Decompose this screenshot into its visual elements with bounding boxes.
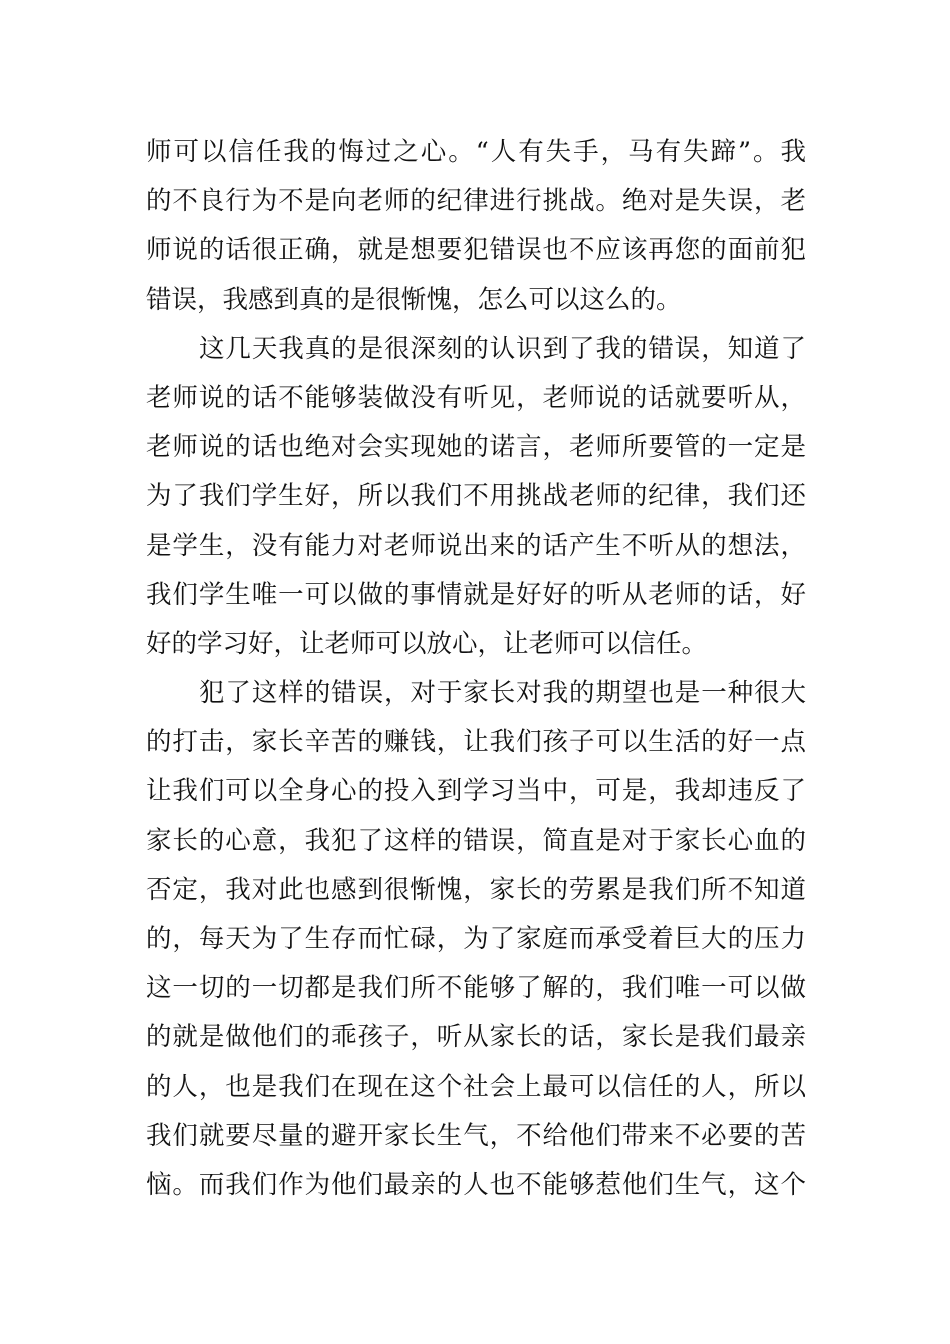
text-line: 是学生，没有能力对老师说出来的话产生不听从的想法， [146, 530, 806, 561]
text-line: 师可以信任我的悔过之心。“人有失手，马有失蹄”。我 [146, 137, 806, 167]
text-line: 让我们可以全身心的投入到学习当中，可是，我却违反了 [146, 776, 806, 807]
body-text [146, 128, 806, 1210]
text-line: 的就是做他们的乖孩子，听从家长的话，家长是我们最亲 [146, 1022, 806, 1053]
text-line: 老师说的话也绝对会实现她的诺言，老师所要管的一定是 [146, 432, 806, 463]
text-line: 的人，也是我们在现在这个社会上最可以信任的人，所以 [146, 1071, 806, 1102]
paragraph-start-line: 犯了这样的错误，对于家长对我的期望也是一种很大 [199, 678, 806, 709]
text-line: 我们学生唯一可以做的事情就是好好的听从老师的话，好 [146, 579, 806, 610]
text-line: 错误，我感到真的是很惭愧，怎么可以这么的。 [146, 284, 682, 315]
text-line: 为了我们学生好，所以我们不用挑战老师的纪律，我们还 [146, 481, 806, 512]
text-line: 家长的心意，我犯了这样的错误，简直是对于家长心血的 [146, 825, 806, 856]
text-line: 老师说的话不能够装做没有听见，老师说的话就要听从， [146, 382, 806, 413]
text-line: 我们就要尽量的避开家长生气，不给他们带来不必要的苦 [146, 1120, 806, 1151]
paragraph-start-line: 这几天我真的是很深刻的认识到了我的错误，知道了 [199, 333, 806, 364]
text-line: 的，每天为了生存而忙碌，为了家庭而承受着巨大的压力 [146, 924, 806, 954]
text-line: 这一切的一切都是我们所不能够了解的，我们唯一可以做 [146, 973, 806, 1004]
text-line: 恼。而我们作为他们最亲的人也不能够惹他们生气，这个 [146, 1169, 806, 1200]
text-line: 的打击，家长辛苦的赚钱，让我们孩子可以生活的好一点 [146, 727, 806, 758]
text-line: 师说的话很正确，就是想要犯错误也不应该再您的面前犯 [146, 235, 806, 266]
text-line: 的不良行为不是向老师的纪律进行挑战。绝对是失误，老 [146, 186, 806, 217]
text-line: 否定，我对此也感到很惭愧，家长的劳累是我们所不知道 [146, 874, 806, 905]
text-line: 好的学习好，让老师可以放心，让老师可以信任。 [146, 628, 708, 659]
